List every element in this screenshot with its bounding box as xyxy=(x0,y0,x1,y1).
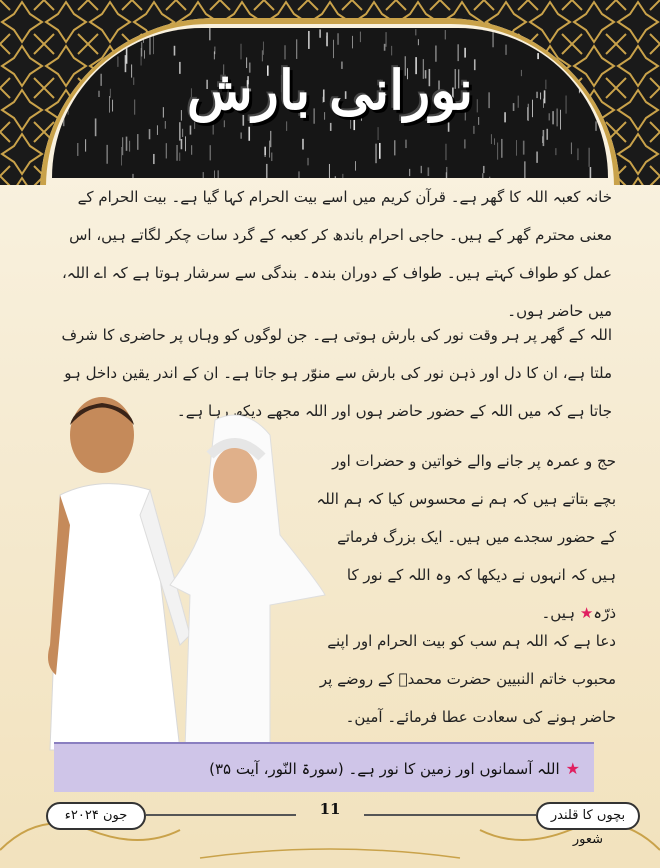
paragraph-4: دعا ہے کہ اللہ ہم سب کو بیت الحرام اور اپنے محبوب خاتم النبیین حضرت محمدؐ کے روضے پر حاضر ہونے کی سعادت عطا فرمائے۔ آمین۔ xyxy=(319,632,616,726)
page-title: نورانی بارش xyxy=(186,58,474,122)
footer-rule-left xyxy=(146,814,296,816)
quran-verse: اللہ آسمانوں اور زمین کا نور ہے۔ (سورۃ النّور، آیت ۳۵) xyxy=(209,760,560,778)
girl-figure xyxy=(170,415,325,750)
paragraph-3-text: حج و عمرہ پر جانے والے خواتین و حضرات اور بچے بتاتے ہیں کہ ہم نے محسوس کیا کہ ہم اللہ کے حضور سجدے میں ہیں۔ ایک بزرگ فرماتے ہیں کہ انہوں نے دیکھا کہ وہ اللہ کے نور کا ذرّہ xyxy=(316,452,616,622)
paragraph-3 xyxy=(316,442,616,632)
paragraph-3-end: ہیں۔ xyxy=(541,604,576,622)
boy-figure xyxy=(48,397,190,750)
magazine-name-label: بچوں کا قلندر شعور xyxy=(536,802,640,830)
paragraph-2: اللہ کے گھر پر ہر وقت نور کی بارش ہوتی ہے۔ جن لوگوں کو وہاں پر حاضری کا شرف ملتا ہے، ان کا دل اور ذہن نور کی بارش سے منوّر ہو جاتا ہے۔ ان کے اندر یقین داخل ہو جاتا ہے کہ میں اللہ کے حضور حاضر ہوں اور اللہ مجھے دیکھ رہا ہے۔ xyxy=(61,326,612,420)
issue-date-label: جون ۲۰۲۴ء xyxy=(46,802,146,830)
header-banner xyxy=(0,0,660,185)
paragraph-1: خانہ کعبہ اللہ کا گھر ہے۔ قرآن کریم میں اسے بیت الحرام کہا گیا ہے۔ بیت الحرام کے معنی محترم گھر کے ہیں۔ حاجی احرام باندھ کر کعبہ کے گرد سات چکر لگاتے ہیں، اس عمل کو طواف کہتے ہیں۔ طواف کے دوران بندہ۔ بندگی سے سرشار ہوتا ہے کہ اے اللہ، میں حاضر ہوں۔ xyxy=(61,188,612,320)
quran-verse-box xyxy=(54,742,594,792)
star-icon: ★ xyxy=(565,759,580,778)
footer-rule-right xyxy=(364,814,536,816)
children-in-ihram-illustration xyxy=(30,395,340,755)
star-icon: ★ xyxy=(579,604,594,622)
page-number: 11 xyxy=(319,800,341,818)
